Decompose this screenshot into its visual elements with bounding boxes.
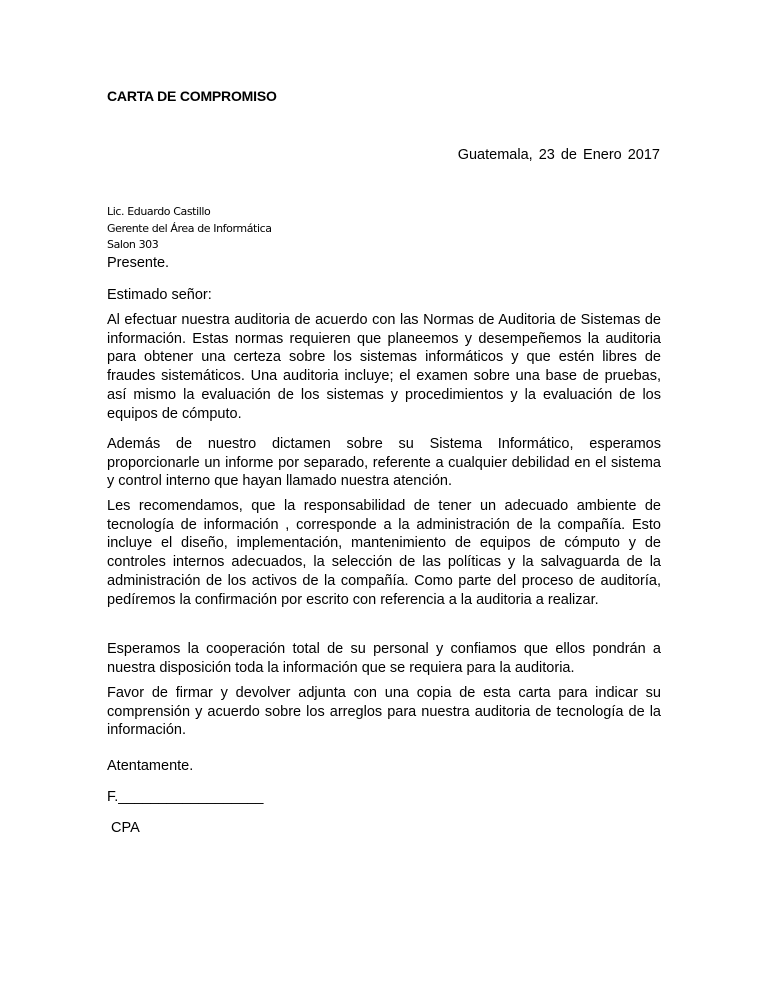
recipient-block (107, 204, 272, 254)
paragraph: Favor de firmar y devolver adjunta con una copia de esta carta para indicar su comprensión y acuerdo sobre los arreglos para nuestra auditoria de tecnología de la información. (107, 685, 661, 739)
recipient-position: Gerente del Área de Informática (107, 221, 272, 235)
paragraph: Además de nuestro dictamen sobre su Sistema Informático, esperamos proporcionarle un informe por separado, referente a cualquier debilidad en el sistema y control interno que hayan llamado nuestra atención. (107, 436, 661, 490)
paragraph: Les recomendamos, que la responsabilidad de tener un adecuado ambiente de tecnología de información , corresponde a la administración de la compañía. Esto incluye el diseño, implementación, mantenimiento de equipos de cómputo y de controles internos adecuados, la selección de las políticas y la salvaguarda de la administración de los activos de la compañía. Como parte del proceso de auditoría, pedíremos la confirmación por escrito con referencia a la auditoria a realizar. (107, 498, 661, 608)
presente-line: Presente. (107, 255, 170, 271)
signature-line: F.__________________ (107, 789, 264, 805)
salutation: Estimado señor: (107, 287, 212, 303)
paragraph: Esperamos la cooperación total de su personal y confiamos que ellos pondrán a nuestra disposición toda la información que se requiera para la auditoria. (107, 641, 661, 676)
date-line: Guatemala, 23 de Enero 2017 (457, 147, 660, 163)
recipient-name: Lic. Eduardo Castillo (107, 205, 211, 218)
closing: Atentamente. (107, 758, 194, 774)
paragraph: Al efectuar nuestra auditoria de acuerdo con las Normas de Auditoria de Sistemas de información. Estas normas requieren que planeemos y desempeñemos la auditoria para obtener una certeza sobre los sistemas informáticos y que estén libres de fraudes sistemáticos. Una auditoria incluye; el examen sobre una base de pruebas, así mismo la evaluación de los sistemas y procedimientos y la evaluación de los equipos de cómputo. (107, 312, 661, 422)
recipient-location: Salon 303 (107, 238, 159, 251)
signer-title: CPA (111, 820, 140, 836)
letter-title: CARTA DE COMPROMISO (107, 88, 277, 104)
